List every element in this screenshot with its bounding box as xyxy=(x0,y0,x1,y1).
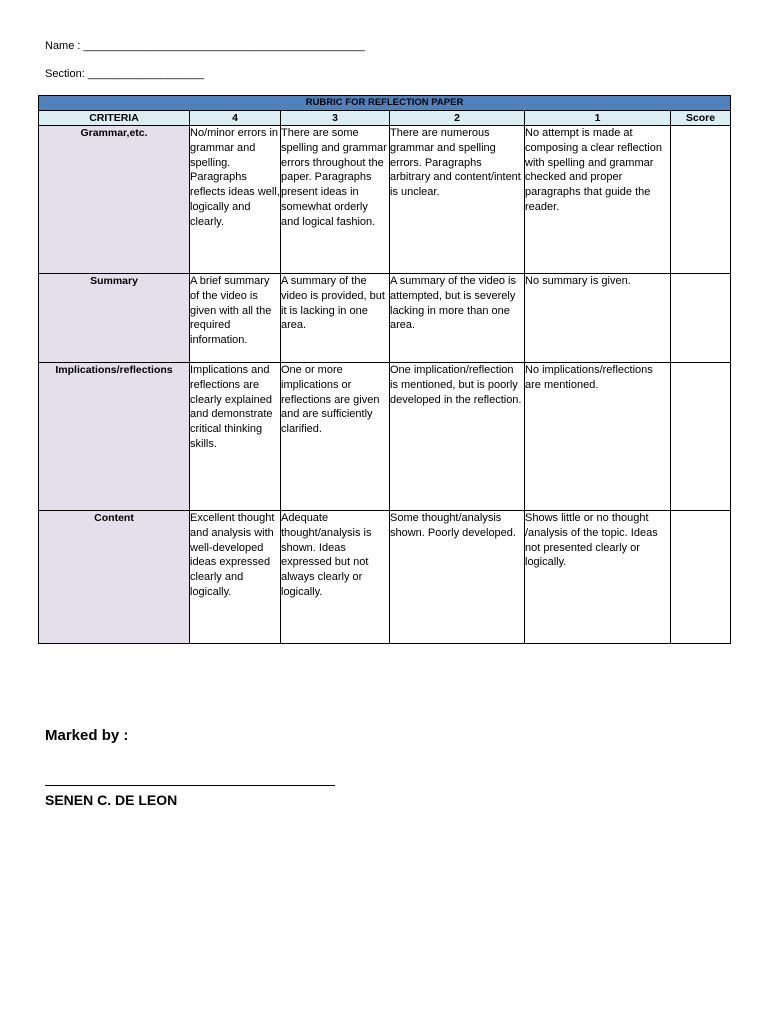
level-4-cell: No/minor errors in grammar and spelling. Paragraphs reflects ideas well, logically and clearly. xyxy=(190,126,281,274)
score-cell[interactable] xyxy=(671,126,731,274)
column-header-criteria: CRITERIA xyxy=(39,111,190,126)
score-cell[interactable] xyxy=(671,511,731,644)
signature-line xyxy=(45,785,335,786)
signer-name: SENEN C. DE LEON xyxy=(45,792,178,808)
level-3-cell: Adequate thought/analysis is shown. Ideas expressed but not always clearly or logically. xyxy=(281,511,390,644)
table-row xyxy=(39,511,731,644)
level-1-cell: Shows little or no thought /analysis of the topic. Ideas not presented clearly or logically. xyxy=(525,511,671,644)
table-row xyxy=(39,274,731,363)
level-4-cell: Excellent thought and analysis with well-developed ideas expressed clearly and logically. xyxy=(190,511,281,644)
score-cell[interactable] xyxy=(671,274,731,363)
level-2-cell: A summary of the video is attempted, but is severely lacking in more than one area. xyxy=(390,274,525,363)
level-2-cell: Some thought/analysis shown. Poorly developed. xyxy=(390,511,525,644)
criteria-cell: Content xyxy=(39,511,190,644)
rubric-table xyxy=(38,95,731,644)
level-2-cell: There are numerous grammar and spelling errors. Paragraphs arbitrary and content/intent is unclear. xyxy=(390,126,525,274)
column-header-4: 4 xyxy=(190,111,281,126)
level-3-cell: One or more implications or reflections are given and are sufficiently clarified. xyxy=(281,363,390,511)
criteria-cell: Grammar,etc. xyxy=(39,126,190,274)
name-field-line: Name : ______________________________________________ xyxy=(45,40,365,52)
score-cell[interactable] xyxy=(671,363,731,511)
level-2-cell: One implication/reflection is mentioned, but is poorly developed in the reflection. xyxy=(390,363,525,511)
column-header-2: 2 xyxy=(390,111,525,126)
criteria-cell: Summary xyxy=(39,274,190,363)
level-1-cell: No summary is given. xyxy=(525,274,671,363)
criteria-cell: Implications/reflections xyxy=(39,363,190,511)
level-3-cell: A summary of the video is provided, but it is lacking in one area. xyxy=(281,274,390,363)
level-3-cell: There are some spelling and grammar errors throughout the paper. Paragraphs present ideas in somewhat orderly and logical fashion. xyxy=(281,126,390,274)
column-header-3: 3 xyxy=(281,111,390,126)
table-row xyxy=(39,126,731,274)
column-header-score: Score xyxy=(671,111,731,126)
level-1-cell: No attempt is made at composing a clear reflection with spelling and grammar checked and proper paragraphs that guide the reader. xyxy=(525,126,671,274)
rubric-title: RUBRIC FOR REFLECTION PAPER xyxy=(39,96,731,111)
column-header-1: 1 xyxy=(525,111,671,126)
table-row xyxy=(39,363,731,511)
level-4-cell: A brief summary of the video is given with all the required information. xyxy=(190,274,281,363)
level-1-cell: No implications/reflections are mentioned. xyxy=(525,363,671,511)
section-field-line: Section: ___________________ xyxy=(45,68,205,80)
marked-by-label: Marked by : xyxy=(45,727,129,744)
level-4-cell: Implications and reflections are clearly explained and demonstrate critical thinking skills. xyxy=(190,363,281,511)
